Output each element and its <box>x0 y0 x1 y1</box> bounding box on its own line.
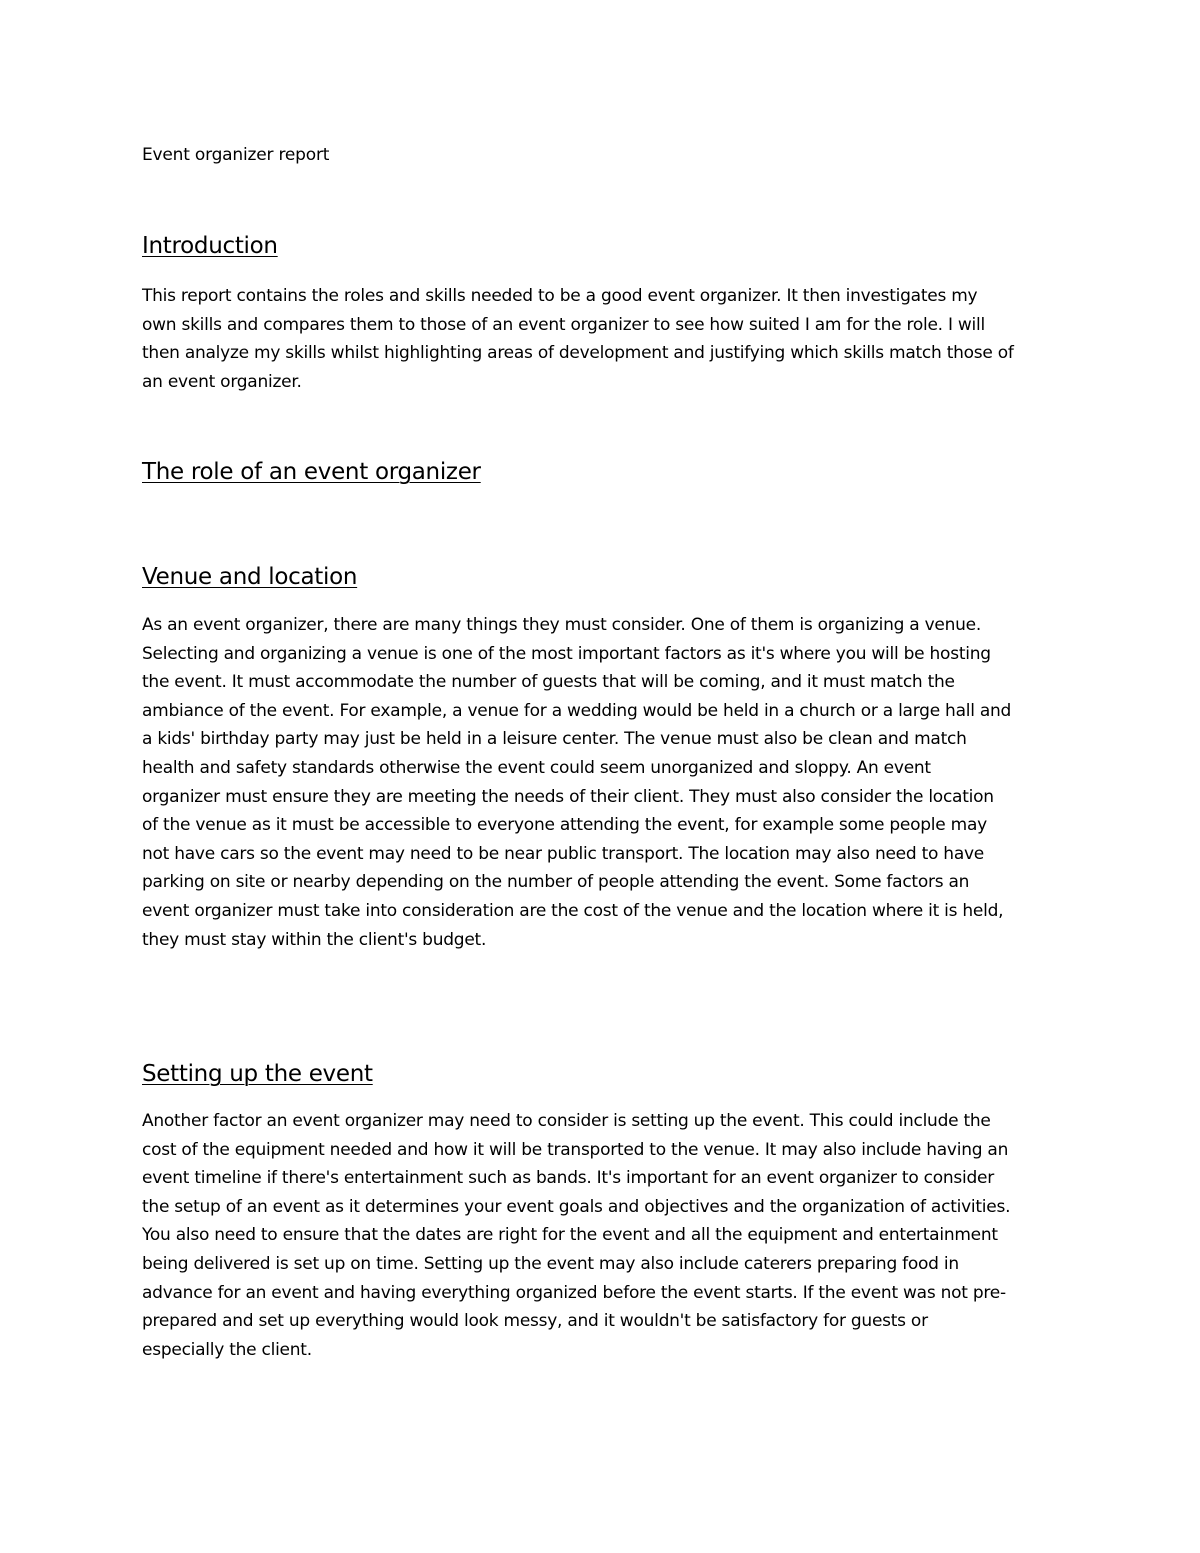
paragraph-line: Another factor an event organizer may need to consider is setting up the event. This could include the <box>142 1111 991 1131</box>
paragraph-line: then analyze my skills whilst highlighting areas of development and justifying which skills match those of <box>142 343 1014 364</box>
paragraph-line: an event organizer. <box>142 371 302 392</box>
paragraph-line: This report contains the roles and skills needed to be a good event organizer. It then investigates my <box>142 286 978 306</box>
paragraph-line: advance for an event and having everything organized before the event starts. If the event was not pre- <box>142 1282 1006 1303</box>
heading-setup: Setting up the event <box>142 1061 373 1087</box>
paragraph-line: a kids' birthday party may just be held in a leisure center. The venue must also be clean and match <box>142 729 967 750</box>
paragraph-line: parking on site or nearby depending on the number of people attending the event. Some factors an <box>142 872 970 893</box>
paragraph-introduction <box>142 282 1062 396</box>
document-title: Event organizer report <box>142 145 330 165</box>
paragraph-line: especially the client. <box>142 1339 312 1360</box>
heading-role: The role of an event organizer <box>142 459 481 485</box>
heading-introduction: Introduction <box>142 233 278 259</box>
paragraph-line: Selecting and organizing a venue is one of the most important factors as it's where you will be hosting <box>142 643 991 664</box>
paragraph-line: You also need to ensure that the dates are right for the event and all the equipment and entertainment <box>142 1225 998 1246</box>
paragraph-line: health and safety standards otherwise the event could seem unorganized and sloppy. An event <box>142 757 931 778</box>
paragraph-line: they must stay within the client's budget. <box>142 929 487 950</box>
paragraph-line: the setup of an event as it determines your event goals and objectives and the organization of activities. <box>142 1196 1011 1217</box>
paragraph-line: As an event organizer, there are many things they must consider. One of them is organizing a venue. <box>142 615 982 635</box>
paragraph-venue <box>142 611 1062 954</box>
heading-venue: Venue and location <box>142 564 358 590</box>
paragraph-line: organizer must ensure they are meeting the needs of their client. They must also consider the location <box>142 786 994 807</box>
paragraph-line: event timeline if there's entertainment such as bands. It's important for an event organizer to consider <box>142 1168 994 1189</box>
paragraph-line: own skills and compares them to those of an event organizer to see how suited I am for the role. I will <box>142 314 985 335</box>
paragraph-line: ambiance of the event. For example, a venue for a wedding would be held in a church or a large hall and <box>142 700 1012 721</box>
paragraph-setup <box>142 1107 1062 1364</box>
paragraph-line: prepared and set up everything would look messy, and it wouldn't be satisfactory for guests or <box>142 1311 928 1332</box>
paragraph-line: event organizer must take into consideration are the cost of the venue and the location where it is held, <box>142 900 1004 921</box>
paragraph-line: not have cars so the event may need to be near public transport. The location may also need to have <box>142 843 985 864</box>
paragraph-line: the event. It must accommodate the number of guests that will be coming, and it must match the <box>142 672 955 693</box>
paragraph-line: cost of the equipment needed and how it will be transported to the venue. It may also include having an <box>142 1139 1009 1160</box>
paragraph-line: of the venue as it must be accessible to everyone attending the event, for example some people may <box>142 815 987 836</box>
paragraph-line: being delivered is set up on time. Setting up the event may also include caterers preparing food in <box>142 1253 959 1274</box>
